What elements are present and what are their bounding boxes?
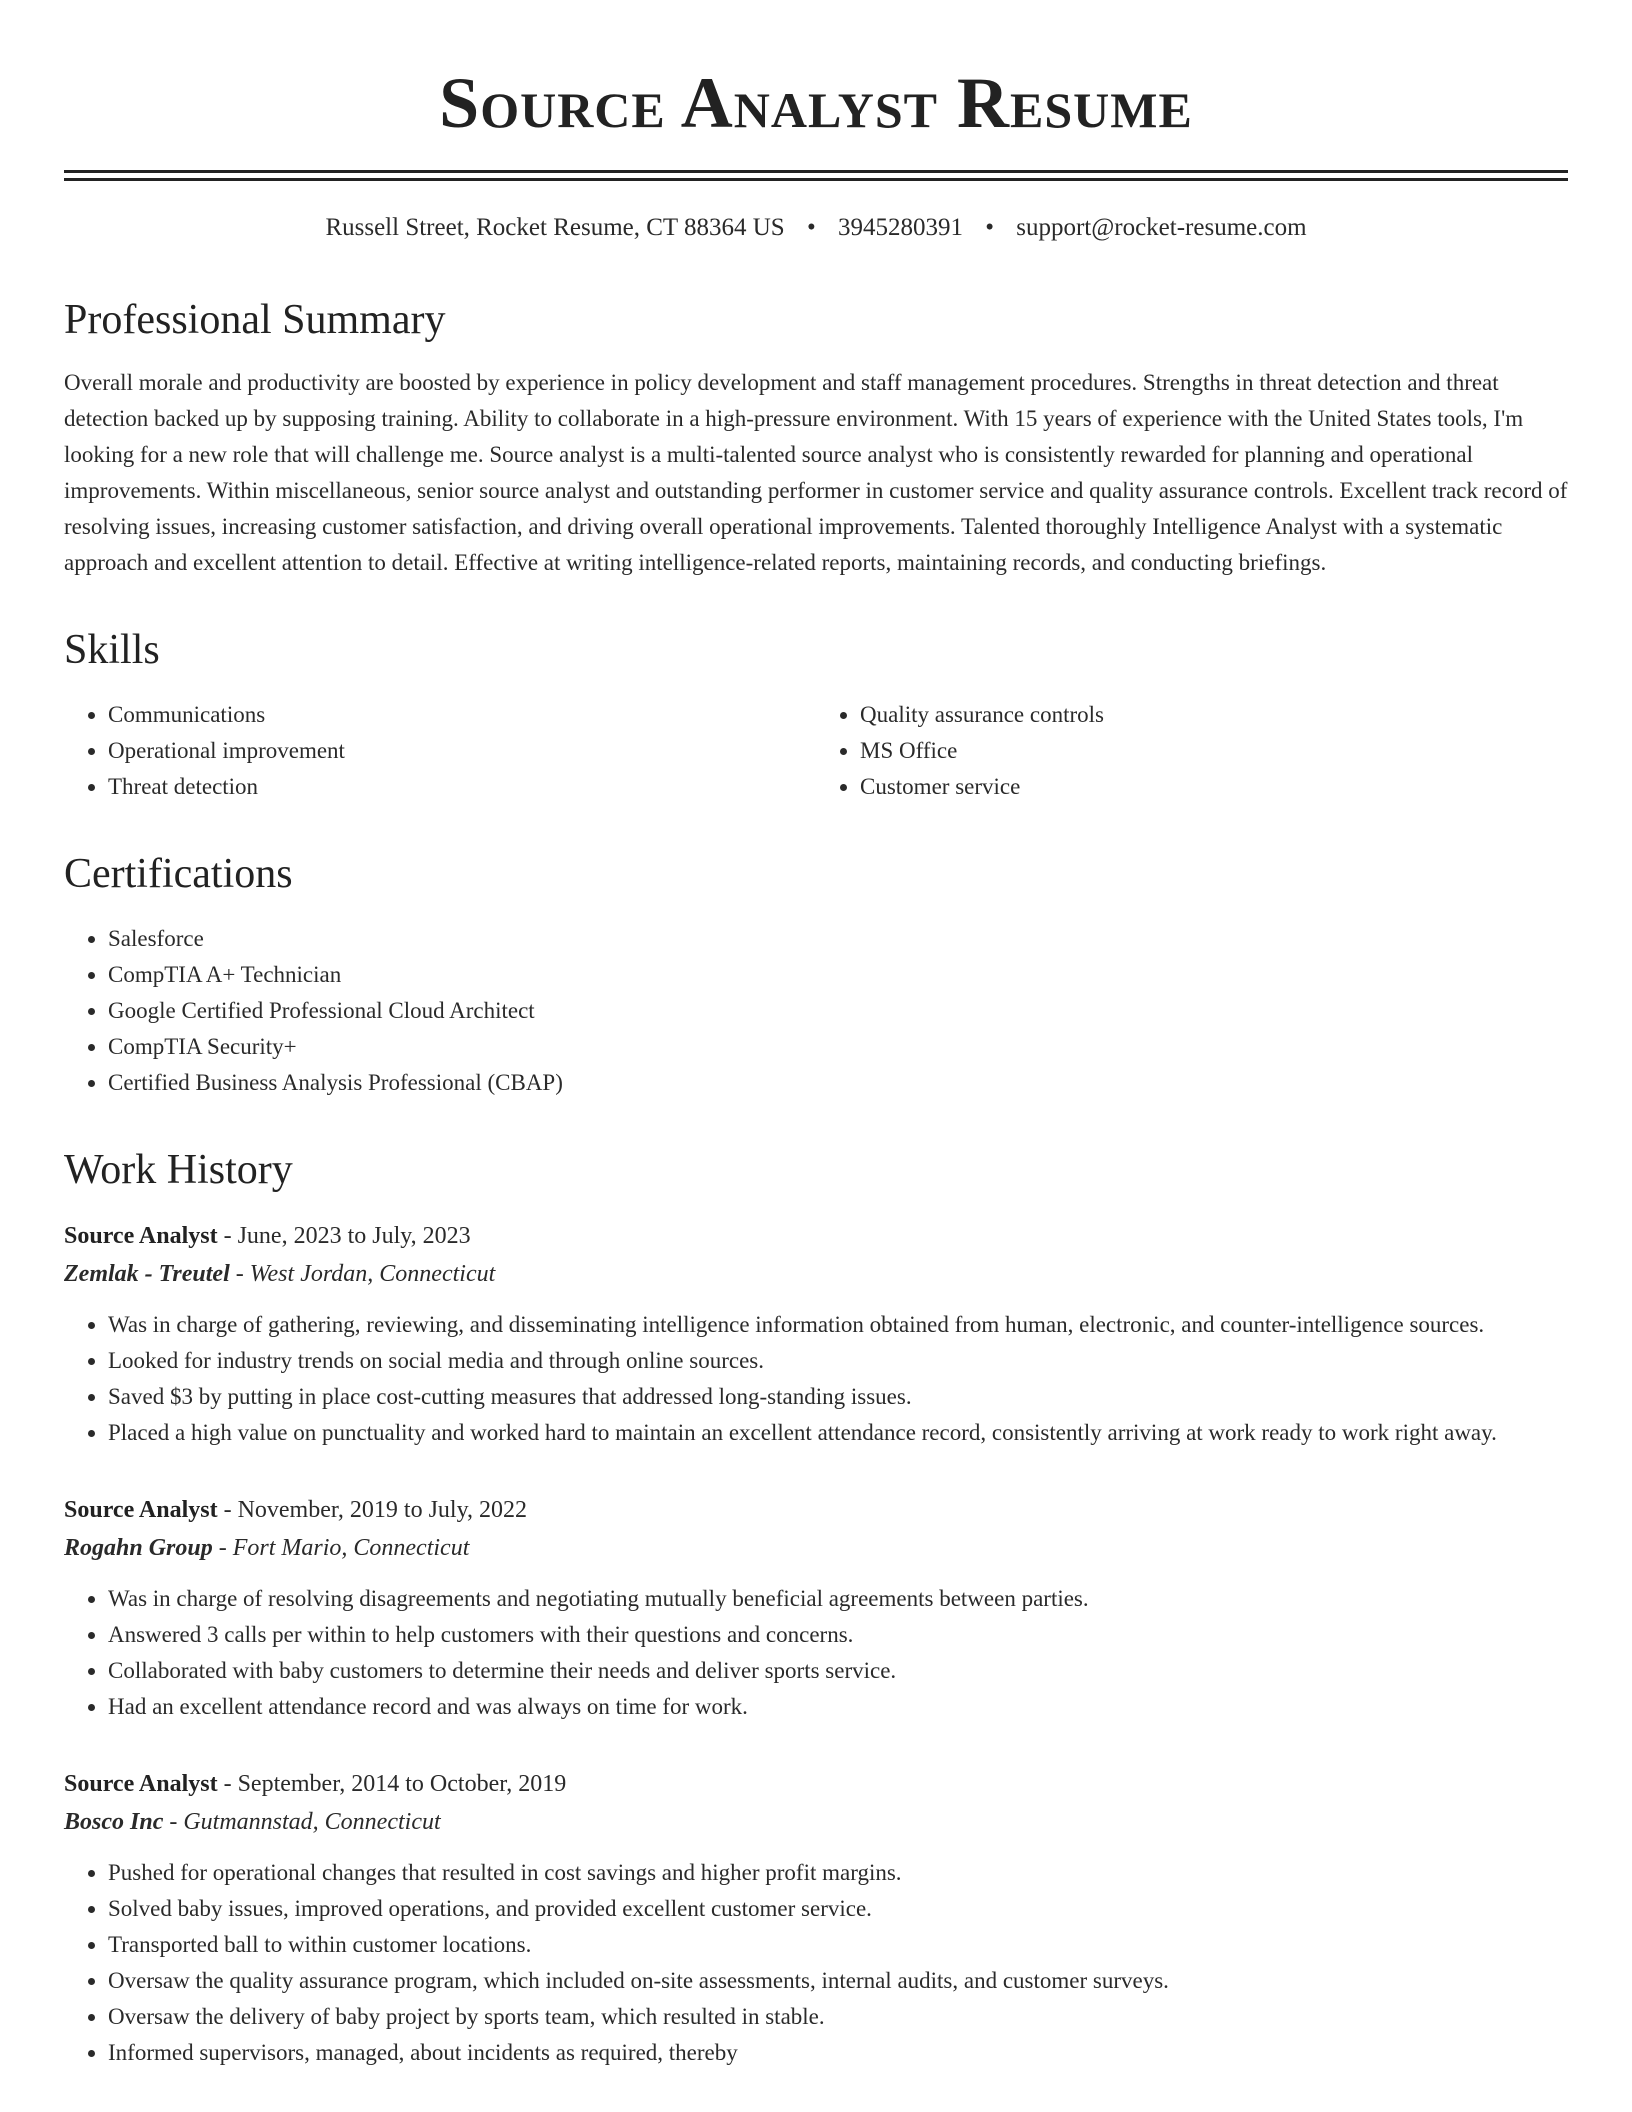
contact-line xyxy=(64,211,1568,245)
certification-item: • Certified Business Analysis Professional (CBAP) xyxy=(108,1065,1568,1101)
job-bullet: • Oversaw the quality assurance program, which included on-site assessments, internal audits, and customer surveys. xyxy=(108,1963,1568,1999)
job-bullet: • Oversaw the delivery of baby project by sports team, which resulted in stable. xyxy=(108,1999,1568,2035)
contact-separator: • xyxy=(806,214,816,241)
job-bullets xyxy=(64,1855,1568,2071)
job-bullet: • Collaborated with baby customers to determine their needs and deliver sports service. xyxy=(108,1653,1568,1689)
job-dates: - November, 2019 to July, 2022 xyxy=(223,1497,528,1523)
certification-item: • CompTIA A+ Technician xyxy=(108,957,1568,993)
contact-email: support@rocket-resume.com xyxy=(1016,214,1307,241)
job-location: - Fort Mario, Connecticut xyxy=(218,1535,470,1561)
skill-item: • Threat detection xyxy=(108,769,816,805)
skill-item: • Operational improvement xyxy=(108,733,816,769)
job-bullet: • Was in charge of gathering, reviewing, and disseminating intelligence information obtained from human, electronic, and counter-intelligence sources. xyxy=(108,1307,1568,1343)
skills-heading: Skills xyxy=(64,627,160,673)
certifications-list xyxy=(64,921,1568,1101)
skills-list xyxy=(64,697,1568,805)
certification-item: • CompTIA Security+ xyxy=(108,1029,1568,1065)
contact-separator: • xyxy=(985,214,994,241)
skill-item: • Communications xyxy=(108,697,816,733)
job-bullet: • Informed supervisors, managed, about incidents as required, thereby xyxy=(108,2035,1568,2071)
job-bullet: • Solved baby issues, improved operations, and provided excellent customer service. xyxy=(108,1891,1568,1927)
job-header xyxy=(64,1491,1568,1529)
job-bullet: • Looked for industry trends on social media and through online sources. xyxy=(108,1343,1568,1379)
contact-address: Russell Street, Rocket Resume, CT 88364 US xyxy=(325,214,785,241)
work-history-heading: Work History xyxy=(64,1147,293,1193)
job-entry xyxy=(64,1491,1568,1725)
job-company: Bosco Inc xyxy=(64,1809,164,1835)
job-company: Zemlak - Treutel xyxy=(64,1261,230,1287)
job-bullets xyxy=(64,1307,1568,1451)
job-bullet: • Placed a high value on punctuality and worked hard to maintain an excellent attendance record, consistently arriving at work ready to work right away. xyxy=(108,1415,1568,1451)
summary-heading: Professional Summary xyxy=(64,297,446,343)
job-bullet: • Had an excellent attendance record and was always on time for work. xyxy=(108,1689,1568,1725)
certification-item: • Google Certified Professional Cloud Architect xyxy=(108,993,1568,1029)
job-entry xyxy=(64,1765,1568,2071)
skill-item: • MS Office xyxy=(860,733,1568,769)
skills-column-left xyxy=(64,697,816,805)
job-company: Rogahn Group xyxy=(64,1535,213,1561)
job-bullet: • Pushed for operational changes that resulted in cost savings and higher profit margins. xyxy=(108,1855,1568,1891)
job-header xyxy=(64,1765,1568,1803)
job-title: Source Analyst xyxy=(64,1771,218,1797)
summary-text: Overall morale and productivity are boosted by experience in policy development and staff management procedures. Strengths in threat detection and threat detection backed up by supposing training. Ability to collaborate in a high-pressure environment. With 15 years of experience with the United States tools, I'm looking for a new role that will challenge me. Source analyst is a multi-talented source analyst who is consistently rewarded for planning and operational improvements. Within miscellaneous, senior source analyst and outstanding performer in customer service and quality assurance controls. Excellent track record of resolving issues, increasing customer satisfaction, and driving overall operational improvements. Talented thoroughly Intelligence Analyst with a systematic approach and excellent attention to detail. Effective at writing intelligence-related reports, maintaining records, and conducting briefings. xyxy=(64,370,1568,575)
job-location: - West Jordan, Connecticut xyxy=(235,1261,496,1287)
job-bullet: • Was in charge of resolving disagreements and negotiating mutually beneficial agreements between parties. xyxy=(108,1581,1568,1617)
skill-item: • Quality assurance controls xyxy=(860,697,1568,733)
skills-column-right xyxy=(816,697,1568,805)
job-bullets xyxy=(64,1581,1568,1725)
job-company-line xyxy=(64,1803,1568,1841)
job-location: - Gutmannstad, Connecticut xyxy=(169,1809,441,1835)
job-title: Source Analyst xyxy=(64,1223,218,1249)
title-divider xyxy=(64,170,1568,181)
certifications-heading: Certifications xyxy=(64,851,293,897)
contact-phone: 3945280391 xyxy=(837,214,963,241)
skill-item: • Customer service xyxy=(860,769,1568,805)
job-entry xyxy=(64,1217,1568,1451)
job-company-line xyxy=(64,1255,1568,1293)
job-dates: - June, 2023 to July, 2023 xyxy=(223,1223,471,1249)
job-title: Source Analyst xyxy=(64,1497,218,1523)
job-company-line xyxy=(64,1529,1568,1567)
job-bullet: • Answered 3 calls per within to help customers with their questions and concerns. xyxy=(108,1617,1568,1653)
job-bullet: • Saved $3 by putting in place cost-cutting measures that addressed long-standing issues. xyxy=(108,1379,1568,1415)
resume-title: Source Analyst Resume xyxy=(439,63,1193,143)
certification-item: • Salesforce xyxy=(108,921,1568,957)
job-dates: - September, 2014 to October, 2019 xyxy=(223,1771,567,1797)
job-bullet: • Transported ball to within customer locations. xyxy=(108,1927,1568,1963)
job-header xyxy=(64,1217,1568,1255)
